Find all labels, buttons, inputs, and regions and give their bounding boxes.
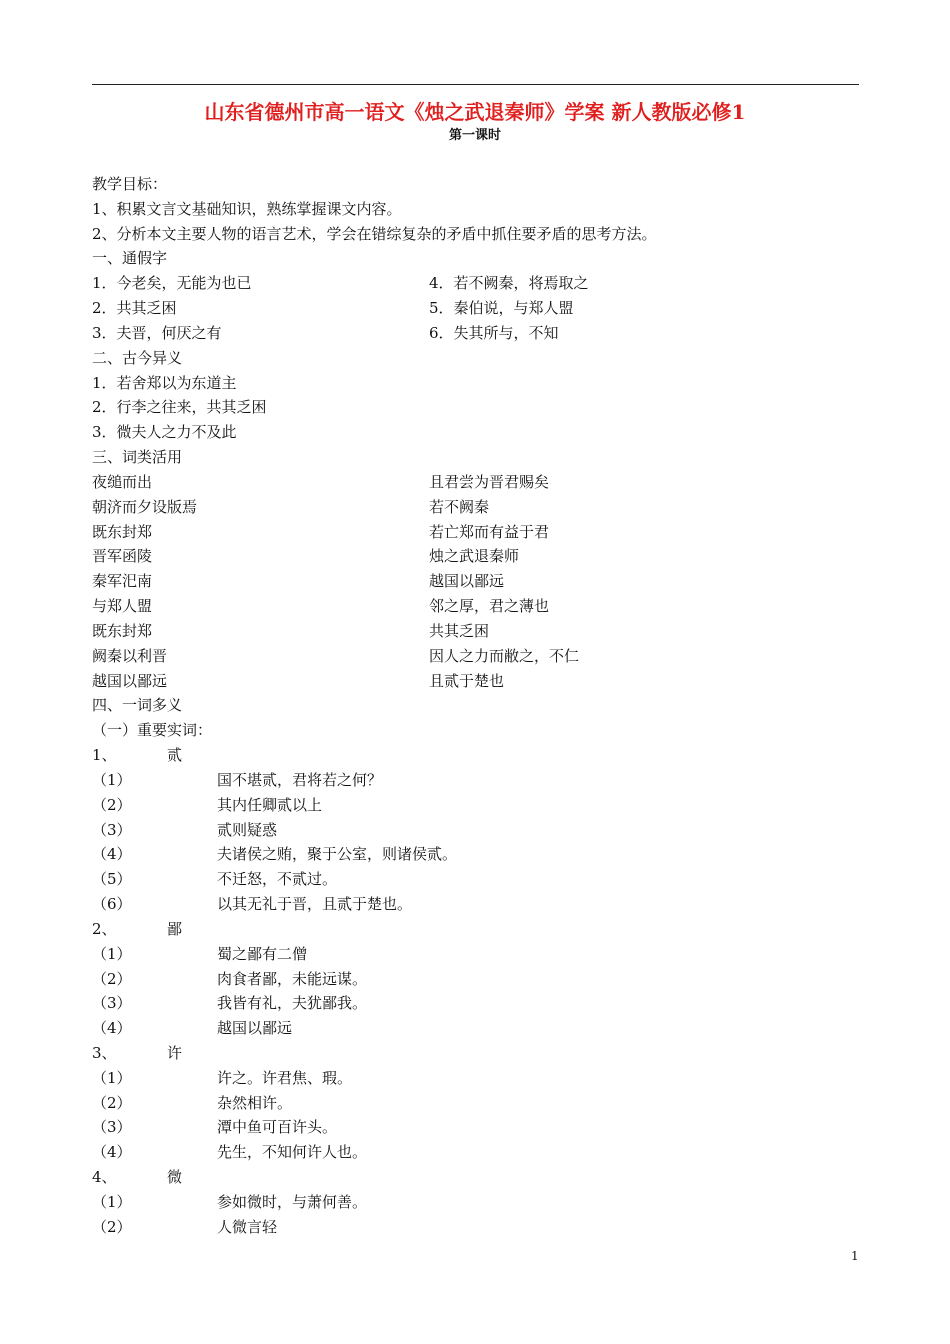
sense-row [92, 1016, 859, 1041]
goal-item: 2、分析本文主要人物的语言艺术，学会在错综复杂的矛盾中抓住要矛盾的思考方法。 [92, 224, 657, 243]
two-col-row [92, 594, 859, 619]
sense-text: 越国以鄙远 [217, 1019, 293, 1038]
list-item: 且君尝为晋君赐矣 [429, 472, 550, 491]
page-number: 1 [851, 1249, 859, 1263]
sense-row [92, 1066, 859, 1091]
document-body [92, 172, 859, 1240]
subsection-heading: （一）重要实词： [92, 721, 213, 740]
sense-row [92, 1140, 859, 1165]
goals-heading: 教学目标： [92, 175, 168, 193]
two-col-row [92, 321, 859, 346]
sense-text: 潭中鱼可百许头。 [217, 1118, 338, 1137]
two-col-row [92, 544, 859, 569]
list-item: 6．失其所与，不知 [429, 323, 559, 342]
list-item: 5．秦伯说，与郑人盟 [429, 299, 574, 318]
two-col-row [92, 669, 859, 694]
list-item: 2．共其乏困 [92, 299, 177, 318]
list-item: 3．夫晋，何厌之有 [92, 323, 222, 342]
word-char: 贰 [167, 746, 183, 765]
word-entry [92, 743, 859, 768]
sense-number: （1） [92, 770, 132, 789]
goal-item: 1、积累文言文基础知识，熟练掌握课文内容。 [92, 199, 402, 218]
two-col-row [92, 520, 859, 545]
list-item: 2．行李之往来，共其乏困 [92, 398, 267, 417]
word-entry [92, 1165, 859, 1190]
list-item: 既东封郑 [92, 522, 153, 541]
sense-text: 我皆有礼，夫犹鄙我。 [217, 994, 368, 1013]
word-number: 3、 [92, 1043, 117, 1062]
sense-number: （4） [92, 845, 132, 864]
sense-text: 杂然相许。 [217, 1093, 293, 1112]
two-col-row [92, 495, 859, 520]
two-col-row [92, 569, 859, 594]
sense-number: （3） [92, 1118, 132, 1137]
sense-row [92, 1091, 859, 1116]
two-col-row [92, 644, 859, 669]
sense-text: 其内任卿贰以上 [217, 795, 323, 814]
header-rule [92, 84, 859, 85]
sense-text: 以其无礼于晋，且贰于楚也。 [217, 895, 413, 914]
word-char: 鄙 [167, 919, 183, 938]
sense-number: （1） [92, 1068, 132, 1087]
sense-number: （1） [92, 944, 132, 963]
sense-row [92, 842, 859, 867]
sense-text: 先生，不知何许人也。 [217, 1143, 368, 1162]
sense-row [92, 818, 859, 843]
sense-number: （1） [92, 1192, 132, 1211]
word-char: 许 [167, 1043, 183, 1062]
section-heading-cilei: 三、词类活用 [92, 448, 183, 467]
sense-number: （2） [92, 795, 132, 814]
list-item: 邻之厚，君之薄也 [429, 597, 550, 616]
sense-number: （2） [92, 1093, 132, 1112]
two-col-row [92, 271, 859, 296]
section-heading-tongjiazi: 一、通假字 [92, 249, 168, 268]
sense-number: （4） [92, 1019, 132, 1038]
word-number: 1、 [92, 746, 117, 765]
sense-row [92, 991, 859, 1016]
sense-text: 蜀之鄙有二僧 [217, 944, 308, 963]
sense-row [92, 867, 859, 892]
list-item: 阙秦以利晋 [92, 646, 168, 665]
sense-number: （5） [92, 870, 132, 889]
sense-text: 贰则疑惑 [217, 820, 278, 839]
list-item: 3．微夫人之力不及此 [92, 423, 237, 442]
sense-number: （6） [92, 895, 132, 914]
sense-row [92, 892, 859, 917]
word-number: 2、 [92, 919, 117, 938]
list-item: 1．今老矣，无能为也已 [92, 274, 252, 293]
two-col-row [92, 296, 859, 321]
sense-text: 参如微时，与萧何善。 [217, 1192, 368, 1211]
sense-row [92, 1115, 859, 1140]
list-item: 既东封郑 [92, 621, 153, 640]
document-subtitle: 第一课时 [448, 128, 501, 143]
sense-row [92, 942, 859, 967]
document-title: 山东省德州市高一语文《烛之武退秦师》学案 新人教版必修1 [204, 100, 746, 124]
sense-number: （3） [92, 994, 132, 1013]
sense-row [92, 967, 859, 992]
list-item: 共其乏困 [429, 621, 490, 640]
list-item: 越国以鄙远 [429, 572, 505, 591]
sense-text: 人微言轻 [217, 1217, 278, 1236]
sense-number: （2） [92, 1217, 132, 1236]
sense-text: 国不堪贰，君将若之何？ [217, 770, 383, 789]
list-item: 1．若舍郑以为东道主 [92, 373, 237, 392]
section-heading-gujin: 二、古今异义 [92, 348, 183, 367]
list-item: 晋军函陵 [92, 547, 153, 566]
list-item: 朝济而夕设版焉 [92, 497, 198, 516]
sense-text: 夫诸侯之贿，聚于公室，则诸侯贰。 [217, 845, 458, 864]
sense-row [92, 1215, 859, 1240]
two-col-row [92, 619, 859, 644]
two-col-row [92, 470, 859, 495]
list-item: 4．若不阙秦，将焉取之 [429, 274, 589, 293]
sense-number: （3） [92, 820, 132, 839]
sense-text: 不迁怒，不贰过。 [217, 870, 338, 889]
list-item: 烛之武退秦师 [429, 547, 520, 566]
word-entry [92, 1041, 859, 1066]
sense-text: 许之。许君焦、瑕。 [217, 1068, 353, 1087]
section-heading-yici: 四、一词多义 [92, 696, 183, 715]
sense-row [92, 768, 859, 793]
sense-row [92, 1190, 859, 1215]
sense-text: 肉食者鄙，未能远谋。 [217, 969, 368, 988]
word-char: 微 [167, 1168, 183, 1187]
list-item: 且贰于楚也 [429, 671, 505, 690]
list-item: 秦军汜南 [92, 572, 153, 591]
list-item: 若不阙秦 [429, 497, 490, 516]
word-entry [92, 917, 859, 942]
sense-number: （4） [92, 1143, 132, 1162]
list-item: 夜缒而出 [92, 472, 153, 491]
list-item: 越国以鄙远 [92, 671, 168, 690]
sense-number: （2） [92, 969, 132, 988]
list-item: 因人之力而敝之，不仁 [429, 646, 580, 665]
list-item: 若亡郑而有益于君 [429, 522, 550, 541]
sense-row [92, 793, 859, 818]
word-number: 4、 [92, 1168, 117, 1187]
list-item: 与郑人盟 [92, 597, 153, 616]
